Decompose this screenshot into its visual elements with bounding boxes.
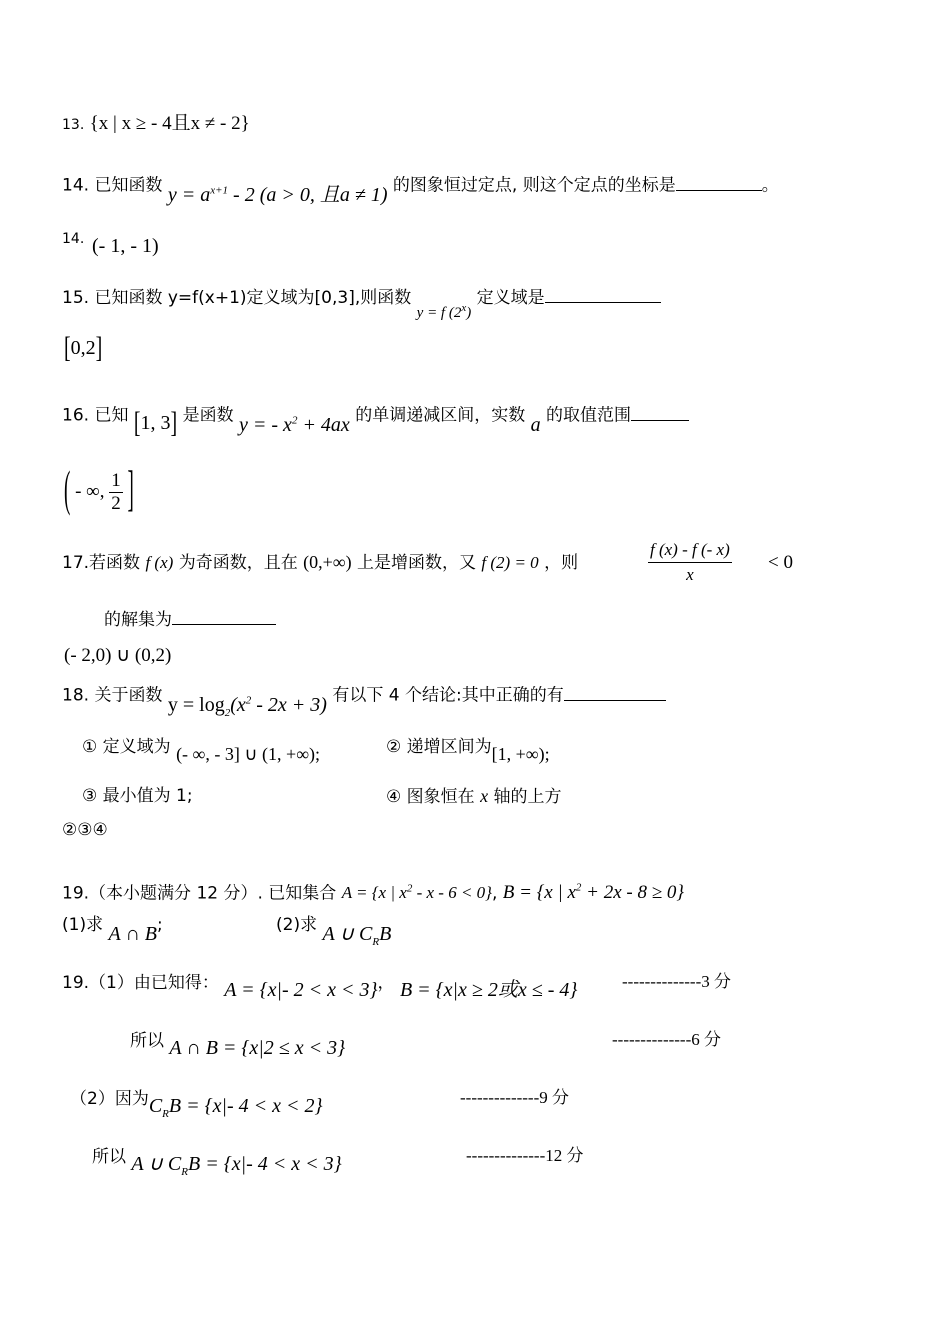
q16-formula-b: + 4ax — [297, 413, 350, 436]
q17-fraction — [648, 538, 732, 587]
q18-opt4-text-b: 轴的上方 — [493, 787, 562, 807]
a19-line2 — [130, 1028, 346, 1059]
q19-part1-label: (1)求 — [62, 915, 104, 935]
q17-mid2: 上是增函数，又 — [357, 553, 476, 573]
q17-frac-num: f (x) - f (- x) — [648, 538, 732, 563]
a15-left-bracket: [ — [64, 331, 71, 365]
q19-setB — [503, 882, 684, 903]
q14-end: 。 — [761, 175, 779, 196]
a19-line3-prefix: （2）因为 — [70, 1089, 149, 1109]
a16-fraction — [109, 470, 123, 515]
q18-row — [62, 678, 666, 719]
q18-opt3-text: 最小值为 1; — [102, 786, 193, 806]
a19-line4-formula — [131, 1153, 342, 1178]
q17-line2-text: 的解集为 — [104, 610, 172, 630]
q16-interval — [133, 406, 178, 440]
a17-answer: (- 2,0) ∪ (0,2) — [64, 645, 172, 666]
q14-formula — [168, 184, 388, 206]
q19-part2-formula-a: A ∪ C — [322, 923, 373, 945]
q18-answer-blank — [564, 682, 666, 701]
q13-number: 13. — [62, 117, 85, 133]
q18-opt4-text-a: 图象恒在 — [406, 787, 475, 807]
q17-f2: f (2) = 0 — [481, 553, 539, 572]
a16-frac-num: 1 — [111, 470, 121, 491]
q19-head: （本小题满分 12 分）. 已知集合 — [89, 883, 337, 904]
q14-formula-exp: x+1 — [210, 184, 229, 196]
q18-option-3 — [82, 784, 193, 808]
q16-interval-left: [ — [133, 406, 141, 440]
a19-line2-formula: A ∩ B = {x|2 ≤ x < 3} — [169, 1037, 346, 1059]
q14-prefix: 已知函数 — [94, 175, 163, 196]
q18-formula-b: (x — [230, 693, 246, 716]
a16-left-bracket: ( — [64, 463, 71, 518]
q19-setB-rest: + 2x - 8 ≥ 0} — [581, 882, 685, 904]
q16-interval-right: ] — [170, 406, 178, 440]
a19-line3-C: C — [148, 1095, 163, 1117]
q18-option-1 — [82, 734, 321, 764]
q18-option-4 — [386, 784, 561, 809]
q18-formula-c: - 2x + 3) — [251, 693, 327, 716]
q19-part2-formula — [322, 923, 392, 948]
a19-line1-sep: ， — [377, 973, 395, 993]
q16-formula-exp: 2 — [291, 414, 298, 426]
a19-line1-prefix: 19.（1）由已知得： — [62, 973, 219, 993]
a19-line3-formula-text: B = {x|- 4 < x < 2} — [168, 1095, 323, 1117]
q15-prefix: 已知函数 y=f(x+1)定义域为[0,3],则函数 — [94, 288, 412, 308]
a19-line1-setA: A = {x|- 2 < x < 3} — [224, 979, 378, 1001]
a19-line4-sub: R — [181, 1166, 188, 1178]
q18-number: 18. — [62, 685, 90, 706]
q14-row — [62, 168, 779, 206]
q16-formula-a: y = - x — [239, 413, 292, 436]
q18-prefix: 关于函数 — [94, 685, 163, 706]
a16-frac-den: 2 — [111, 493, 121, 514]
q19-row — [62, 876, 684, 905]
q18-suffix: 有以下 4 个结论:其中正确的有 — [332, 685, 564, 706]
a19-line2-prefix: 所以 — [130, 1031, 164, 1051]
q16-suffix: 的单调递减区间，实数 — [355, 405, 526, 426]
q19-setB-main: B = {x | x — [502, 882, 576, 904]
q18-opt3-mark: ③ — [82, 786, 98, 806]
a14-number: 14. — [62, 231, 85, 247]
q19-part1-end: ; — [157, 915, 163, 935]
q15-formula-exp: x — [461, 302, 467, 314]
a19-line4-formula-b: B = {x|- 4 < x < 3} — [187, 1153, 342, 1175]
a14-row — [62, 226, 159, 257]
q15-formula-end: ) — [466, 305, 472, 321]
q13-answer-row — [62, 112, 250, 137]
q19-setA-exp: 2 — [406, 882, 413, 895]
q19-part2-formula-b: B — [379, 923, 392, 945]
a19-line3-formula — [148, 1095, 323, 1120]
q16-number: 16. — [62, 405, 90, 426]
a15-answer — [64, 331, 103, 365]
q19-part2-label: (2)求 — [276, 915, 318, 935]
q18-formula-exp: 2 — [245, 694, 252, 706]
q17-frac-den: x — [686, 565, 694, 584]
q16-var: a — [530, 413, 541, 436]
a15-answer-text: 0,2 — [70, 337, 96, 359]
q15-number: 15. — [62, 288, 90, 308]
q15-formula-main: y = f (2 — [416, 305, 462, 321]
a19-line3 — [70, 1086, 323, 1118]
q18-opt1-mark: ① — [82, 737, 98, 757]
a19-line4-prefix: 所以 — [92, 1147, 126, 1167]
q16-mid: 是函数 — [182, 405, 234, 426]
q19-setA-main: A = {x | x — [341, 883, 407, 903]
a16-right-bracket: ] — [127, 463, 134, 518]
q18-opt4-mark: ④ — [386, 787, 402, 807]
q19-part1 — [62, 912, 163, 945]
q17-answer-blank — [172, 606, 276, 625]
q19-setB-exp: 2 — [575, 882, 582, 894]
q16-prefix: 已知 — [94, 405, 129, 426]
q15-row — [62, 282, 661, 321]
q18-formula-sub: 2 — [224, 706, 231, 719]
a19-line1-score: --------------3 分 — [622, 972, 732, 991]
a19-line1-setB: B = {x|x ≥ 2或x ≤ - 4} — [399, 979, 578, 1001]
q14-formula-rest: - 2 (a > 0, 且a ≠ 1) — [228, 183, 388, 206]
q18-opt2-formula: [1, +∞); — [491, 744, 550, 764]
a19-line4-score: --------------12 分 — [466, 1146, 584, 1165]
q19-setA — [342, 883, 492, 902]
a19-line4-formula-a: A ∪ C — [131, 1153, 182, 1175]
q14-formula-main: y = a — [167, 183, 211, 206]
q17-interval: (0,+∞) — [303, 552, 352, 572]
a16-answer — [64, 463, 134, 518]
q16-answer-blank — [631, 402, 689, 421]
a16-prefix: - ∞, — [75, 480, 105, 502]
q17-fx: f (x) — [145, 553, 174, 572]
q17-mid1: 为奇函数，且在 — [178, 553, 298, 573]
q16-row — [62, 398, 689, 440]
a19-line4 — [92, 1144, 342, 1176]
a18-answer: ②③④ — [62, 820, 108, 840]
a15-right-bracket: ] — [95, 331, 103, 365]
a19-line2-score: --------------6 分 — [612, 1030, 722, 1049]
q19-part2-sub: R — [372, 936, 380, 948]
q18-opt2-mark: ② — [386, 737, 402, 757]
a19-line1 — [62, 970, 578, 1001]
q15-answer-blank — [545, 284, 661, 303]
q18-option-2 — [386, 734, 550, 764]
q17-prefix: 17.若函数 — [62, 553, 141, 573]
q16-suffix2: 的取值范围 — [546, 405, 632, 426]
q15-suffix: 定义域是 — [476, 288, 545, 308]
q18-opt2-text: 递增区间为 — [406, 737, 492, 757]
q17-ineq: < 0 — [768, 552, 793, 573]
q18-formula-a: y = log — [167, 693, 225, 716]
q18-opt1-formula: (- ∞, - 3] ∪ (1, +∞); — [176, 744, 321, 764]
q14-answer-blank — [676, 172, 762, 191]
q16-formula — [239, 414, 350, 436]
q18-opt1-text: 定义域为 — [102, 737, 171, 757]
q15-formula — [416, 302, 472, 321]
q19-number: 19. — [62, 883, 90, 904]
q16-interval-text: 1, 3 — [140, 411, 171, 434]
q19-part2 — [276, 912, 392, 948]
q19-comma: , — [491, 883, 498, 904]
q17-row — [62, 550, 578, 575]
q14-suffix: 的图象恒过定点, 则这个定点的坐标是 — [392, 175, 676, 196]
a19-line3-score: --------------9 分 — [460, 1088, 570, 1107]
q14-number: 14. — [62, 175, 90, 196]
q18-formula — [167, 693, 327, 719]
q19-part1-formula: A ∩ B — [108, 923, 158, 945]
q19-setA-rest: - x - 6 < 0} — [412, 883, 492, 903]
q18-opt4-var: x — [480, 786, 489, 806]
q17-mid3: ，则 — [544, 553, 579, 573]
a19-line3-sub: R — [162, 1108, 169, 1120]
q17-line2 — [104, 606, 276, 632]
q13-answer: {x | x ≥ - 4且x ≠ - 2} — [89, 113, 250, 134]
a14-answer: (- 1, - 1) — [92, 235, 159, 257]
